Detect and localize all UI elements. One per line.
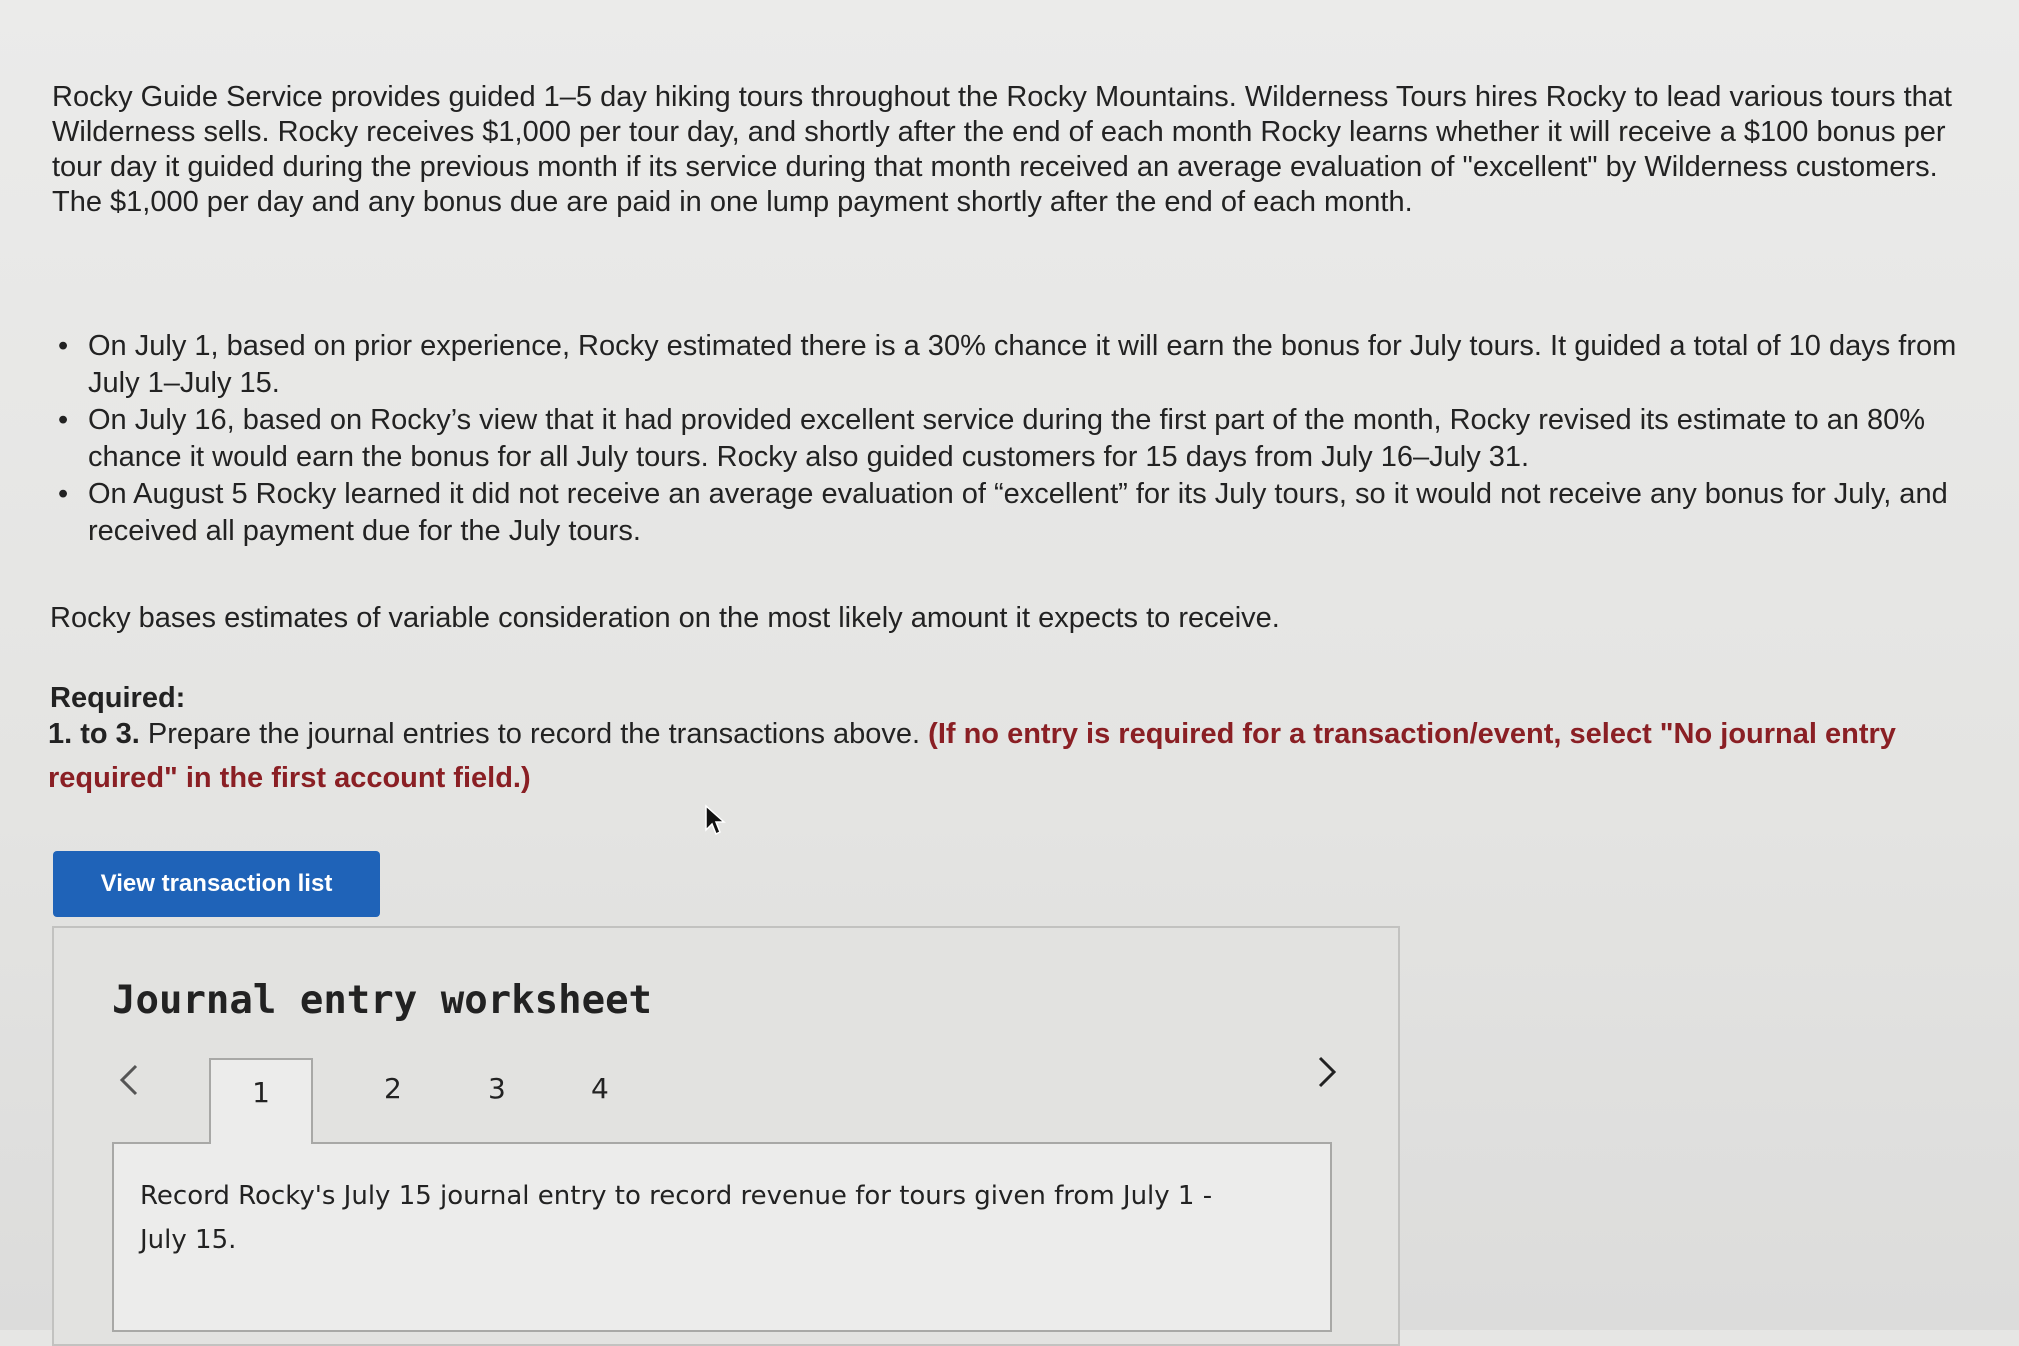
event-item-july-1: • On July 1, based on prior experience, Rocky estimated there is a 30% chance it will earn the bonus for July tours. It guided a total of 10 days from July 1–July 15. xyxy=(88,328,1988,402)
required-number: 1. to 3. xyxy=(48,718,140,750)
tab-3[interactable]: 3 xyxy=(488,1072,506,1105)
tab-2[interactable]: 2 xyxy=(384,1072,402,1105)
event-item-august-5: • On August 5 Rocky learned it did not receive an average evaluation of “excellent” for its July tours, so it would not receive any bonus for July, and received all payment due for the July tours. xyxy=(88,476,1988,550)
view-transaction-list-button[interactable]: View transaction list xyxy=(53,851,380,917)
event-item-july-16: • On July 16, based on Rocky’s view that it had provided excellent service during the first part of the month, Rocky revised its estimate to an 80% chance it would earn the bonus for all July tours. Rocky also guided customers for 15 days from July 16–July 31. xyxy=(88,402,1988,476)
chevron-right-icon[interactable] xyxy=(1314,1052,1340,1099)
required-instructions xyxy=(48,712,1928,800)
worksheet-instruction: Record Rocky's July 15 journal entry to record revenue for tours given from July 1 - July 15. xyxy=(140,1181,1213,1255)
worksheet-title: Journal entry worksheet xyxy=(112,978,653,1023)
estimate-note: Rocky bases estimates of variable consideration on the most likely amount it expects to receive. xyxy=(50,602,1280,634)
tab-4[interactable]: 4 xyxy=(591,1072,609,1105)
required-note: (If no entry is required for a transaction/event, select "No journal entry required" in the first account field.) xyxy=(48,718,1896,794)
chevron-left-icon[interactable] xyxy=(116,1060,142,1107)
mouse-pointer-icon xyxy=(704,804,726,836)
problem-intro: Rocky Guide Service provides guided 1–5 day hiking tours throughout the Rocky Mountains. Wilderness Tours hires Rocky to lead various tours that Wilderness sells. Rocky receives $1,000 per tour day, and shortly after the end of each month Rocky learns whether it will receive a $100 bonus per tour day it guided during the previous month if its service during that month received an average evaluation of "excellent" by Wilderness customers. The $1,000 per day and any bonus due are paid in one lump payment shortly after the end of each month. xyxy=(52,81,1952,218)
required-text: Prepare the journal entries to record the transactions above. xyxy=(139,718,929,750)
worksheet-panel xyxy=(112,1142,1332,1332)
event-list xyxy=(52,328,1988,550)
journal-entry-worksheet xyxy=(52,926,1400,1346)
tab-1[interactable]: 1 xyxy=(209,1058,313,1144)
required-heading: Required: xyxy=(50,682,186,714)
